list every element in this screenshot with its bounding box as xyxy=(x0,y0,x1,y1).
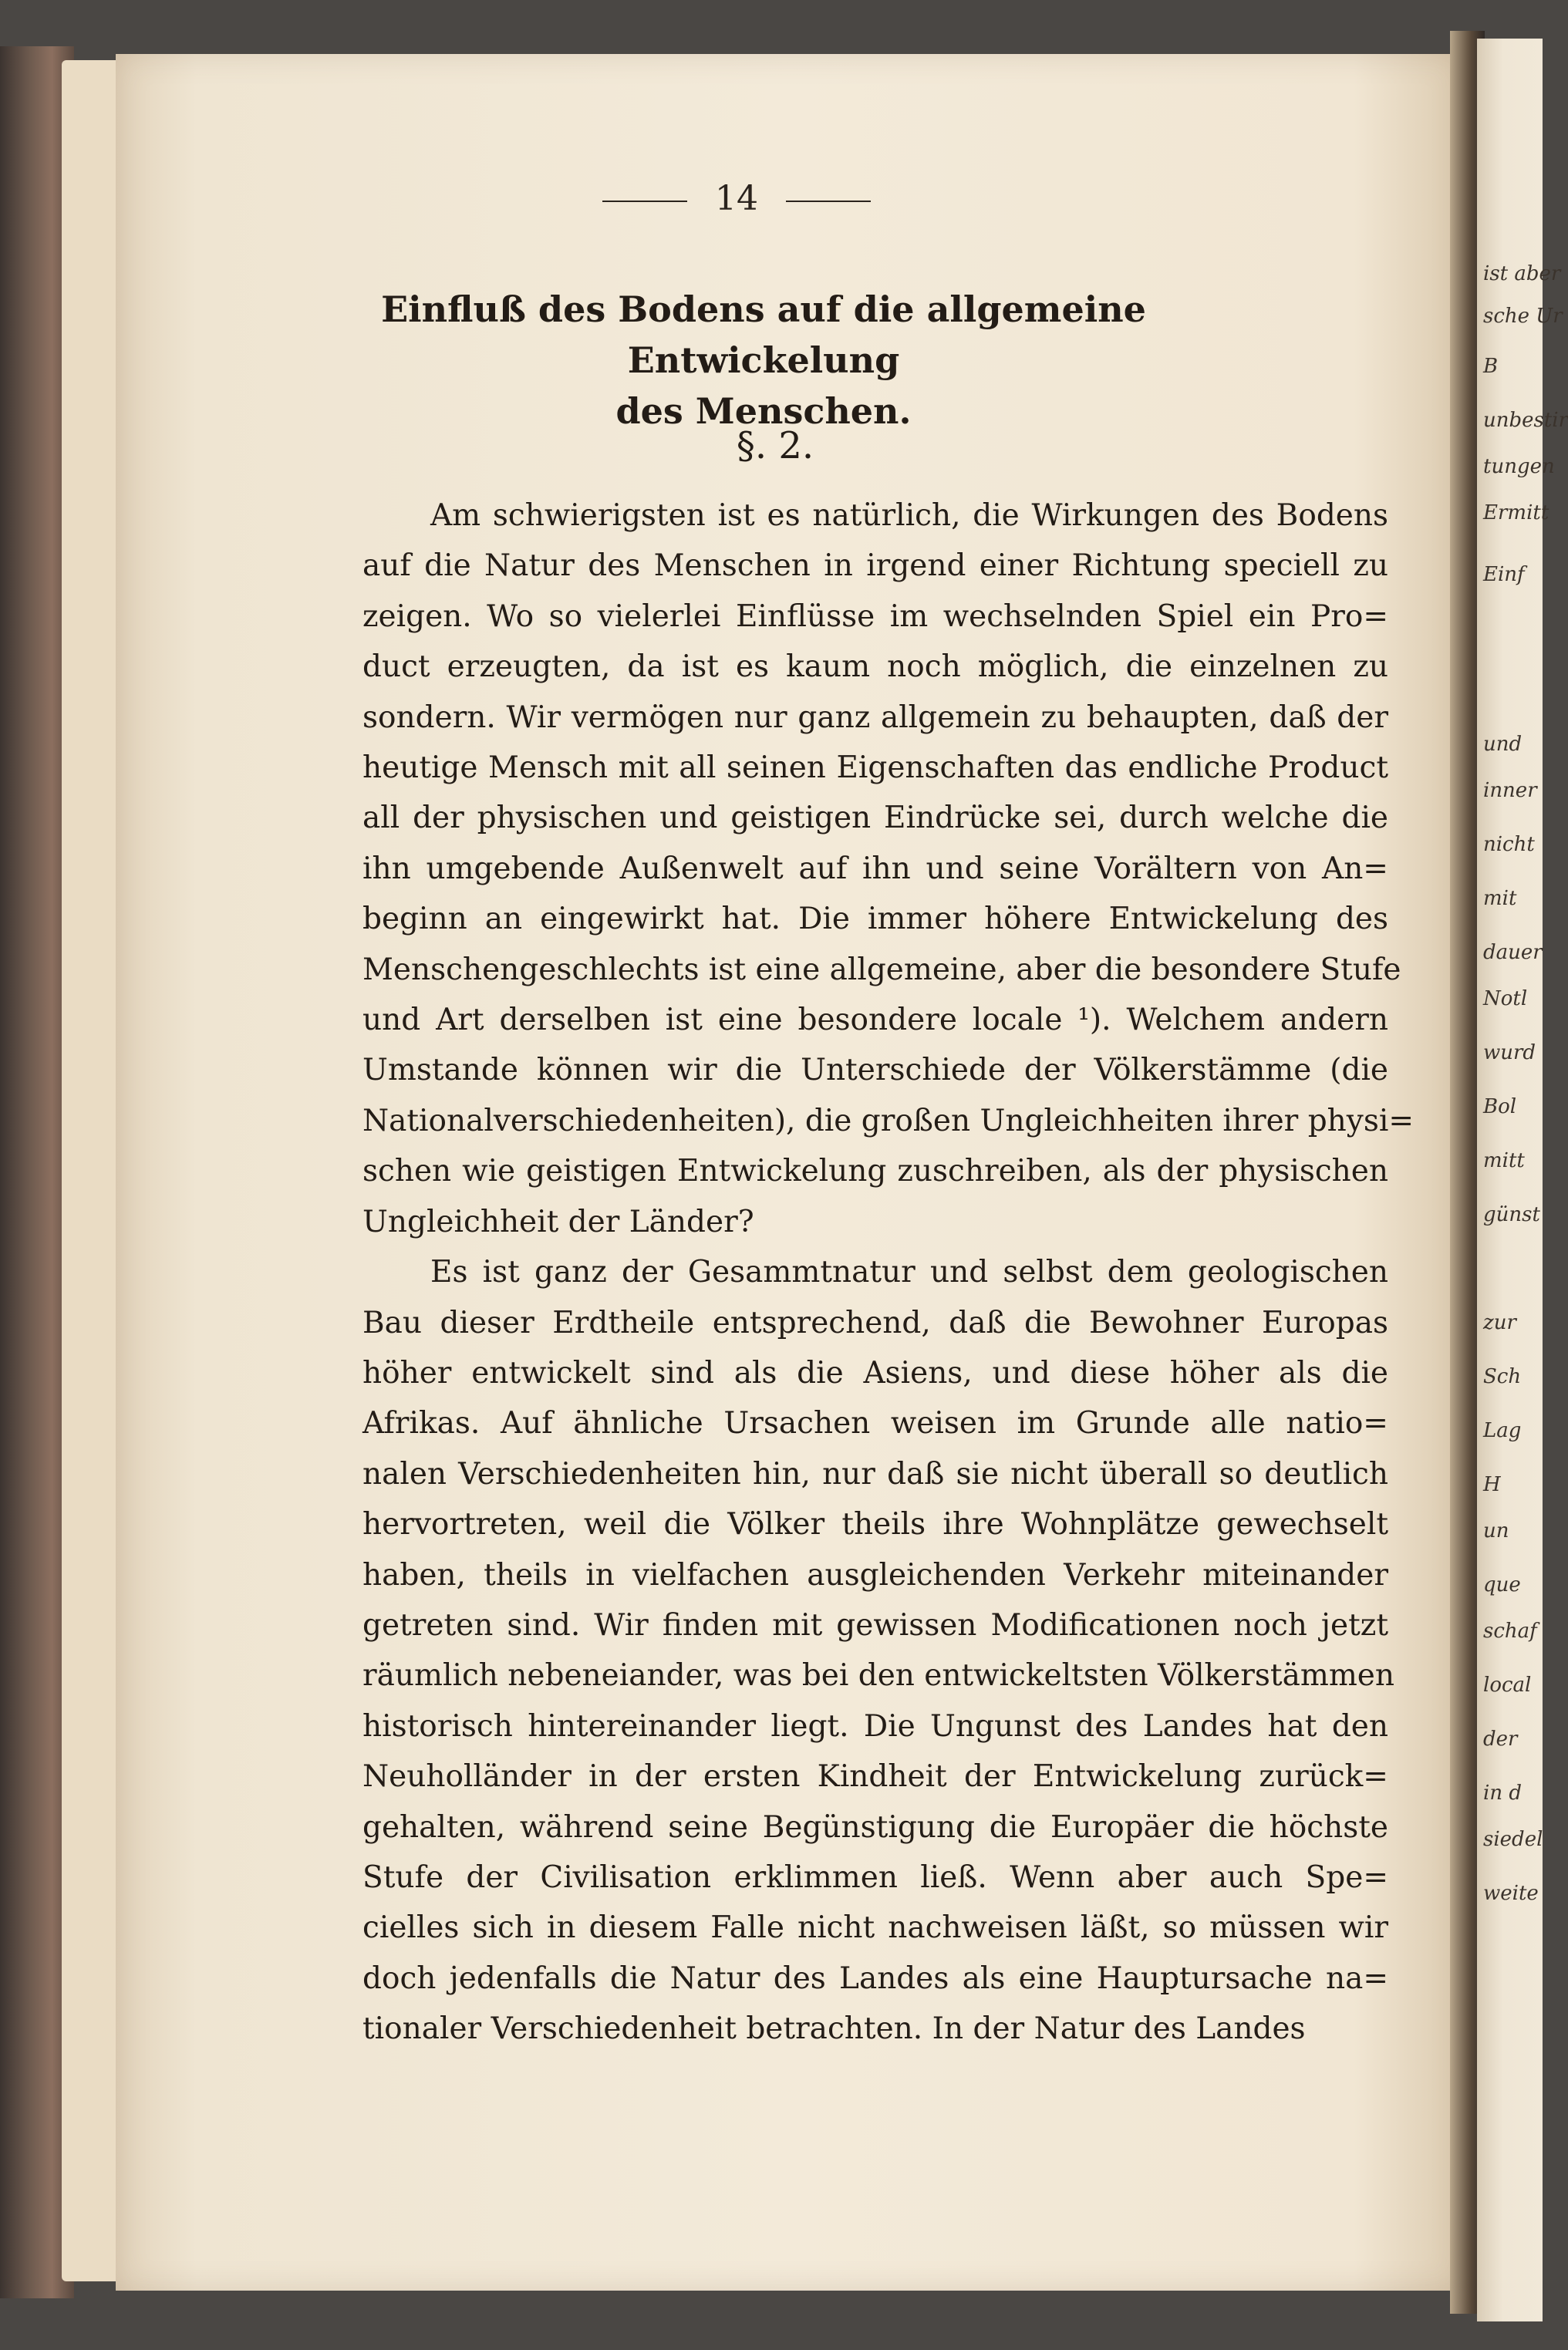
paragraph xyxy=(362,1247,1394,2055)
text-line: Afrikas. Auf ähnliche Ursachen weisen im Grunde alle natio= xyxy=(362,1406,1388,1441)
facing-page-fragment: nicht xyxy=(1483,833,1535,856)
text-line: doch jedenfalls die Natur des Landes als eine Hauptursache na= xyxy=(362,1961,1388,1996)
text-line: zeigen. Wo so vielerlei Einflüsse im wechselnden Spiel ein Pro= xyxy=(362,598,1388,634)
facing-page-fragment: sche Ur xyxy=(1483,305,1563,328)
facing-page-fragment: Bol xyxy=(1483,1095,1517,1118)
facing-page-fragment: siedel xyxy=(1483,1828,1543,1851)
facing-page-fragment: der xyxy=(1483,1728,1518,1751)
page-number: 14 xyxy=(715,179,758,218)
facing-page xyxy=(1477,39,1568,2321)
text-line: höher entwickelt sind als die Asiens, und diese höher als die xyxy=(362,1355,1388,1391)
facing-page-fragment: Sch xyxy=(1483,1365,1522,1388)
facing-page-fragment: unbestir xyxy=(1483,409,1568,432)
facing-page-fragment: in d xyxy=(1483,1782,1522,1805)
text-line: Es ist ganz der Gesammtnatur und selbst dem geologischen xyxy=(430,1255,1388,1290)
paragraph xyxy=(362,491,1415,1247)
text-line: Umstande können wir die Unterschiede der Völkerstämme (die xyxy=(362,1053,1388,1088)
facing-page-fragment: que xyxy=(1483,1573,1521,1596)
text-line: Ungleichheit der Länder? xyxy=(362,1204,754,1239)
chapter-title-line-2: des Menschen. xyxy=(615,390,912,432)
page-header xyxy=(347,179,1126,218)
facing-page-fragment: zur xyxy=(1483,1311,1516,1334)
facing-page-fragment: H xyxy=(1483,1473,1501,1496)
header-rule-left xyxy=(602,201,687,202)
text-line: Menschengeschlechts ist eine allgemeine, aber die besondere Stufe xyxy=(362,952,1401,987)
text-line: Bau dieser Erdtheile entsprechend, daß die Bewohner Europas xyxy=(362,1305,1388,1340)
facing-page-fragment: Ermitt xyxy=(1483,501,1549,524)
text-line: getreten sind. Wir finden mit gewissen Modificationen noch jetzt xyxy=(362,1607,1388,1643)
facing-page-fragment: mit xyxy=(1483,887,1517,910)
text-line: Neuholländer in der ersten Kindheit der Entwickelung zurück= xyxy=(362,1759,1388,1795)
facing-page-fragment: ist aber xyxy=(1483,262,1561,285)
facing-page-fragment: und xyxy=(1483,733,1522,756)
facing-page-fragment: schaf xyxy=(1483,1620,1537,1643)
text-line: hervortreten, weil die Völker theils ihre Wohnplätze gewechselt xyxy=(362,1507,1388,1543)
text-line: Stufe der Civilisation erklimmen ließ. Wenn aber auch Spe= xyxy=(362,1859,1388,1895)
facing-page-fragment: inner xyxy=(1483,779,1537,802)
chapter-title xyxy=(347,284,1180,437)
text-line: sondern. Wir vermögen nur ganz allgemein zu behaupten, daß der xyxy=(362,700,1388,735)
facing-page-fragment: günst xyxy=(1483,1203,1540,1226)
text-line: heutige Mensch mit all seinen Eigenschaften das endliche Product xyxy=(362,750,1388,786)
text-line: Nationalverschiedenheiten), die großen Ungleichheiten ihrer physi= xyxy=(362,1103,1415,1138)
chapter-title-line-1: Einfluß des Bodens auf die allgemeine Entwickelung xyxy=(381,288,1146,381)
text-line: nalen Verschiedenheiten hin, nur daß sie nicht überall so deutlich xyxy=(362,1456,1388,1492)
text-line: auf die Natur des Menschen in irgend einer Richtung speciell zu xyxy=(362,548,1388,584)
section-heading: §. 2. xyxy=(736,424,814,467)
facing-page-fragment: tungen xyxy=(1483,455,1555,478)
text-line: ihn umgebende Außenwelt auf ihn und seine Vorältern von An= xyxy=(362,851,1388,886)
body-text xyxy=(362,491,1415,2055)
facing-page-fragment: mitt xyxy=(1483,1149,1525,1172)
text-line: cielles sich in diesem Falle nicht nachweisen läßt, so müssen wir xyxy=(362,1910,1388,1946)
text-line: und Art derselben ist eine besondere locale ¹). Welchem andern xyxy=(362,1003,1388,1038)
text-line: tionaler Verschiedenheit betrachten. In der Natur des Landes xyxy=(362,2011,1306,2047)
facing-page-fragment: Notl xyxy=(1483,987,1528,1010)
text-line: historisch hintereinander liegt. Die Ungunst des Landes hat den xyxy=(362,1708,1388,1744)
text-line: schen wie geistigen Entwickelung zuschreiben, als der physischen xyxy=(362,1154,1388,1189)
facing-page-fragment: B xyxy=(1483,355,1499,378)
text-line: gehalten, während seine Begünstigung die Europäer die höchste xyxy=(362,1809,1388,1845)
text-line: räumlich nebeneiander, was bei den entwickeltsten Völkerstämmen xyxy=(362,1658,1394,1694)
text-line: haben, theils in vielfachen ausgleichenden Verkehr miteinander xyxy=(362,1557,1388,1593)
text-line: all der physischen und geistigen Eindrücke sei, durch welche die xyxy=(362,801,1388,836)
facing-page-fragment: Einf xyxy=(1483,563,1525,586)
facing-page-fragment: local xyxy=(1483,1674,1532,1697)
facing-page-fragment: un xyxy=(1483,1519,1509,1543)
facing-page-fragment: dauer xyxy=(1483,941,1543,964)
text-line: beginn an eingewirkt hat. Die immer höhere Entwickelung des xyxy=(362,902,1388,937)
text-line: duct erzeugten, da ist es kaum noch möglich, die einzelnen zu xyxy=(362,649,1388,685)
facing-page-fragment: wurd xyxy=(1483,1041,1536,1064)
text-line: Am schwierigsten ist es natürlich, die Wirkungen des Bodens xyxy=(430,498,1388,533)
facing-page-fragment: weite xyxy=(1483,1882,1539,1905)
facing-page-fragment: Lag xyxy=(1483,1419,1522,1442)
header-rule-right xyxy=(786,201,871,202)
